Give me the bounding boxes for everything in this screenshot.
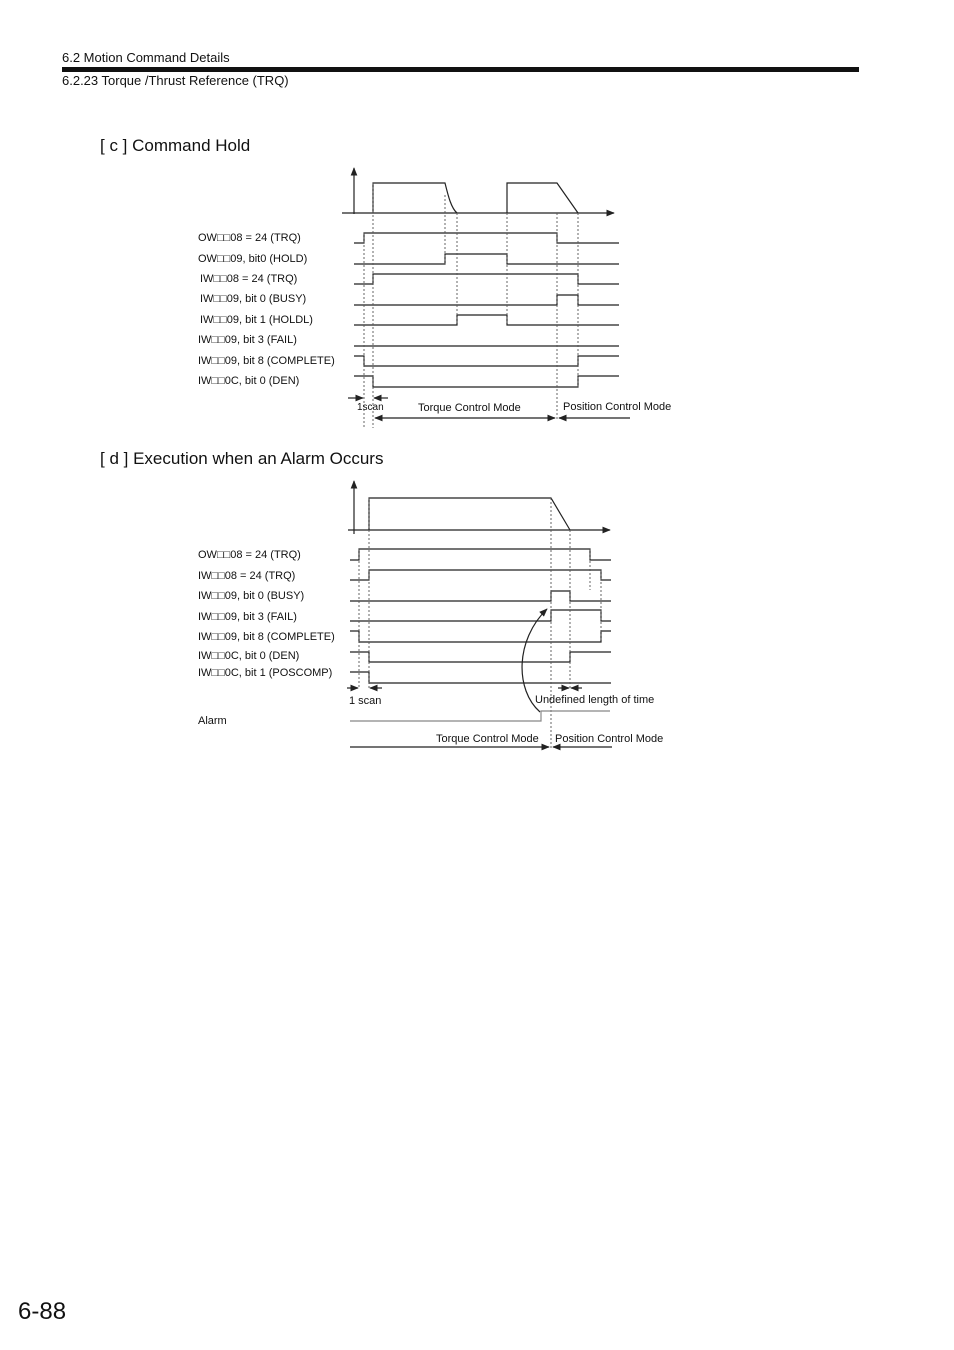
c-wave-den <box>354 376 619 387</box>
d-undefined-label: Undefined length of time <box>535 694 655 706</box>
c-signal-label: IW□□09, bit 0 (BUSY) <box>200 293 307 305</box>
c-wave-busy <box>354 295 619 305</box>
d-signal-label: IW□□09, bit 8 (COMPLETE) <box>198 631 335 643</box>
c-wave-holdl <box>354 315 619 325</box>
d-mode-position-label: Position Control Mode <box>555 733 664 745</box>
d-mode-torque-label: Torque Control Mode <box>436 733 539 745</box>
header-subsection: 6.2.23 Torque /Thrust Reference (TRQ) <box>62 73 289 88</box>
d-signal-label: IW□□09, bit 0 (BUSY) <box>198 590 305 602</box>
c-signal-label: IW□□0C, bit 0 (DEN) <box>198 375 300 387</box>
c-wave-iw08 <box>354 274 619 284</box>
d-signal-label: IW□□0C, bit 0 (DEN) <box>198 650 300 662</box>
c-scan-label: 1scan <box>357 402 384 413</box>
d-wave-fail <box>350 610 611 621</box>
d-torque-waveform <box>369 498 570 530</box>
d-signal-label: OW□□08 = 24 (TRQ) <box>198 549 301 561</box>
d-wave-ow08 <box>350 549 611 560</box>
header-section: 6.2 Motion Command Details <box>62 50 230 65</box>
c-wave-hold <box>354 254 619 264</box>
d-alarm-label: Alarm <box>198 715 227 727</box>
d-wave-iw08 <box>350 570 611 580</box>
diagram-d <box>198 481 663 748</box>
d-wave-busy <box>350 591 611 601</box>
d-wave-den <box>350 652 611 662</box>
c-signal-label: IW□□09, bit 8 (COMPLETE) <box>198 355 335 367</box>
d-scan-label: 1 scan <box>349 695 382 707</box>
c-torque-waveform <box>373 183 578 213</box>
d-signal-label: IW□□09, bit 3 (FAIL) <box>198 611 297 623</box>
c-wave-complete <box>354 356 619 366</box>
d-signal-label: IW□□0C, bit 1 (POSCOMP) <box>198 667 333 679</box>
diagram-d-title: [ d ] Execution when an Alarm Occurs <box>100 449 384 468</box>
d-wave-complete <box>350 631 611 642</box>
diagram-c-title: [ c ] Command Hold <box>100 136 251 155</box>
c-mode-position-label: Position Control Mode <box>563 401 672 413</box>
c-wave-ow08 <box>354 233 619 243</box>
page-number: 6-88 <box>18 1298 67 1325</box>
c-signal-label: OW□□09, bit0 (HOLD) <box>198 253 308 265</box>
d-wave-poscomp <box>350 672 611 683</box>
c-mode-torque-label: Torque Control Mode <box>418 402 521 414</box>
d-wave-alarm <box>350 711 610 721</box>
c-signal-label: IW□□09, bit 1 (HOLDL) <box>200 314 313 326</box>
diagram-c <box>198 168 671 428</box>
c-signal-label: OW□□08 = 24 (TRQ) <box>198 232 301 244</box>
d-signal-label: IW□□08 = 24 (TRQ) <box>198 570 296 582</box>
c-signal-label: IW□□09, bit 3 (FAIL) <box>198 334 297 346</box>
c-signal-label: IW□□08 = 24 (TRQ) <box>200 273 298 285</box>
